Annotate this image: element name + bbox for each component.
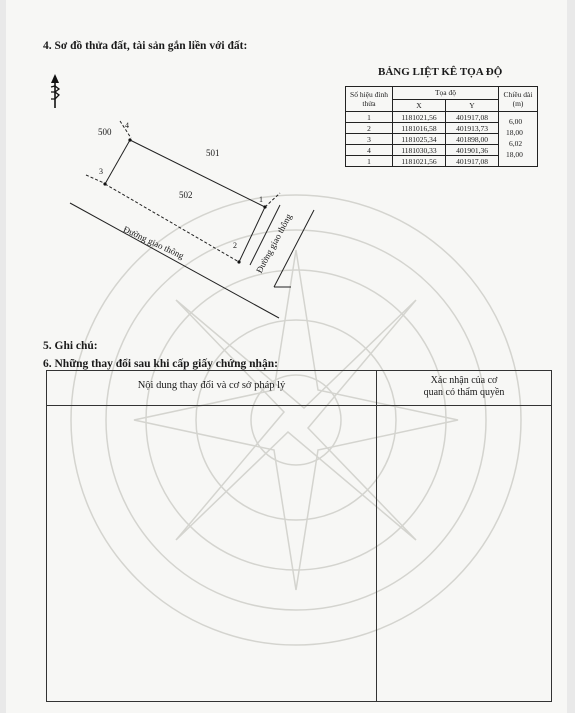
section-5-title: 5. Ghi chú: (43, 340, 98, 352)
coord-table-title: BẢNG LIỆT KÊ TỌA ĐỘ (378, 66, 503, 78)
parcel-boundary (105, 140, 130, 184)
changes-content-header: Nội dung thay đổi và cơ sở pháp lý (137, 380, 286, 391)
vertex-marker (128, 138, 131, 141)
parcel-501-label: 501 (206, 148, 220, 158)
length-value: 6,00 (509, 117, 523, 126)
certificate-page (6, 0, 567, 713)
vertex-marker (263, 205, 266, 208)
table-row: 1 1181021,56 401917,08 (346, 156, 538, 167)
vertex-2-label: 2 (233, 241, 237, 250)
vertex-4-label: 4 (125, 121, 129, 130)
parcel-500-label: 500 (98, 127, 112, 137)
neighbor-boundary (86, 175, 104, 183)
header-length: Chiều dài (m) (499, 87, 538, 112)
road-edge (70, 203, 279, 318)
header-coord: Tọa độ (393, 87, 499, 100)
road-label: Đường giao thông (121, 224, 186, 261)
length-value: 18,00 (506, 128, 523, 137)
header-x: X (393, 99, 446, 112)
authority-confirmation-header: Xác nhận của cơ quan có thẩm quyền (423, 375, 505, 398)
length-value: 18,00 (506, 150, 523, 159)
table-row: 3 1181025,34 401898,00 (346, 134, 538, 145)
vertex-marker (237, 260, 240, 263)
length-value: 6,02 (509, 139, 523, 148)
table-row: 1 1181021,56 401917,08 6,00 18,00 6,02 18,00 (346, 112, 538, 123)
header-y: Y (446, 99, 499, 112)
vertex-3-label: 3 (99, 167, 103, 176)
header-point: Số hiệu đỉnh thửa (346, 87, 393, 112)
section-6-title: 6. Những thay đổi sau khi cấp giấy chứng nhận: (43, 358, 278, 370)
table-row: 2 1181016,58 401913,73 (346, 123, 538, 134)
vertex-marker (103, 182, 106, 185)
vertex-1-label: 1 (259, 195, 263, 204)
parcel-502-label: 502 (179, 190, 193, 200)
neighbor-boundary (265, 193, 280, 207)
changes-table (46, 370, 552, 702)
parcel-sketch (6, 0, 567, 360)
section-4-title: 4. Sơ đồ thửa đất, tài sản gắn liền với đất: (43, 40, 248, 52)
table-row: 4 1181030,33 401901,36 (346, 145, 538, 156)
road-label: Đường giao thông (254, 212, 294, 275)
